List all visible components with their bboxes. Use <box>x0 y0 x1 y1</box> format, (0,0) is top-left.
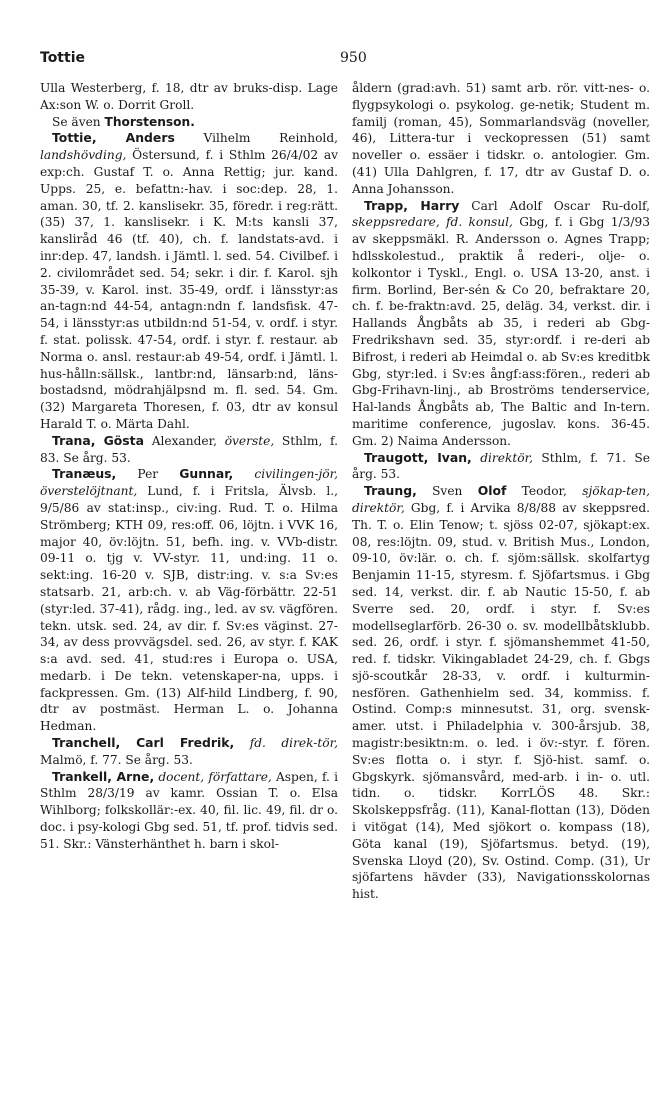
entry-tranaeus <box>40 466 338 735</box>
entry-names <box>234 736 250 750</box>
entry-tranchell <box>40 735 338 769</box>
entry-continuation <box>352 80 650 198</box>
entry-text: Se även <box>52 114 105 129</box>
entry-title: landshövding, <box>40 148 127 163</box>
running-head: Tottie <box>40 50 85 66</box>
entry-text: Malmö, f. 77. Se årg. 53. <box>40 752 193 767</box>
entry-title: fd. direk-tör, <box>249 736 339 751</box>
entry-see-also <box>40 114 338 131</box>
entry-continuation <box>40 80 338 114</box>
entry-headword: Trapp, Harry <box>364 197 460 213</box>
right-column <box>352 80 650 903</box>
entry-text: Aspen, f. i Sthlm 28/3/19 av kamr. Ossian T. o. Elsa Wihlborg; folkskollär:-ex. 40, fil. lic. 49, fil. dr o. doc. i psy-kologi Gbg sed. 51, tf. prof. tidvis sed. 51. Skr.: Vänsterhänthet h. barn i skol- <box>40 769 339 851</box>
entry-names <box>472 451 480 465</box>
entry-headword: Trankell, Arne, <box>52 768 155 784</box>
entry-title: sjökap-ten, direktör, <box>352 484 650 515</box>
entry-headword: Tranchell, Carl Fredrik, <box>52 735 235 751</box>
entry-text: åldern (grad:avh. 51) samt arb. rör. vitt-nes- o. flygpsykologi o. psykolog. ge-netik; Student m. familj (roman, 45), Sommarlandsväg (noveller, 46), Littera-tur i veckopressen (51) samt noveller o. essäer i tidskr. o. antologier. Gm. (41) Ulla Dahlgren, f. 17, dtr av Gustaf D. o. Anna Johansson. <box>352 81 650 196</box>
entry-text: Gbg, f. i Arvika 8/8/88 av skeppsred. Th. T. o. Elin Tenow; t. sjöss 02-07, sjökapt:ex. 08, res:löjtn. 09, stud. v. British Mus., London, 09-10, öv:lär. o. ch. f. sjöm:sällsk. skolfartyg Benjamin 11-15, styresm. f. Sjöfartsmus. i Gbg sed. 14, verkst. dir. f. ab Nautic 15-50, f. ab Sverre sed. 20, ordf. i styr. f. Sv:es modellseglarförb. 26-30 o. sv. modellbåtsklubb. sed. 26, ordf. i styr. f. sjömanshemmet 41-50, red. f. tidskr. Vikingabladet 24-29, ch. f. Gbgs sjö-scoutkår 28-33, v. ordf. i kulturmin-nesfören. Gathenhielm sed. 34, kommiss. f. Ostind. Comp:s minnesutst. 31, org. svensk-amer. utst. i Philadelphia v. 300-årsjub. 38, magistr:besiktn:m. o. led. i öv:-styr. f. fören. Sv:es flotta o. i styr. f. Sjö-hist. samf. o. Gbgskyrk. sjömansvård, med-arb. i in- o. utl. tidn. o. tidskr. KorrLÖS 48. Skr.: Skolskeppsfråg. (11), Kanal-flottan (13), Döden i vitögat (14), Med sjökort o. kompass (18), Göta kanal (19), Sjöfartsmus. betyd. (19), Svenska Lloyd (20), Sv. Ostind. Comp. (31), Ur sjöfartens hävder (33), Navigationsskolornas hist. <box>352 500 650 902</box>
entry-headword-given: Olof <box>477 483 507 499</box>
entry-headword: Traugott, Ivan, <box>364 449 472 465</box>
entry-names: Sven <box>416 484 478 499</box>
entry-headword-given: Gunnar, <box>179 466 234 482</box>
entry-title: direktör, <box>480 450 533 465</box>
entry-title: docent, författare, <box>158 769 272 784</box>
entry-trana <box>40 433 338 467</box>
entry-title: civilingen-jör, överstelöjtnant, <box>40 467 338 499</box>
entry-text: Lund, f. i Fritsla, Älvsb. l., 9/5/86 av stat:insp., civ:ing. Rud. T. o. Hilma Strömberg; KTH 09, res:off. 06, löjtn. i VVK 16, major 40, öv:löjtn. 51, befh. ing. v. VVb-distr. 09-11 o. tjg v. VV-styr. 11, und:ing. 11 o. sekt:ing. 16-20 v. SJB, distr:ing. v. s:a Sv:es statsarb. 21, arb:ch. v. ab Väg-förbättr. 22-51 (styr:led. 37-41), rådg. ing., led. av sv. vägfören. tekn. utsk. sed. 24, av dir. f. Sv:es väginst. 27-34, av dess provvägsdel. sed. 26, av styr. f. KAK s:a avd. sed. 41, stud:res i Europa o. USA, medarb. i De tekn. vetenskaper-na, upps. i fackpressen. Gm. (13) Alf-hild Lindberg, f. 90, dtr av postmäst. Herman L. o. Johanna Hedman. <box>40 484 338 734</box>
entry-trankell <box>40 769 338 853</box>
entry-text: Östersund, f. i Sthlm 26/4/02 av exp:ch. Gustaf T. o. Anna Rettig; jur. kand. Upps. 25, e. befattn:-hav. i soc:dep. 28, 1. aman. 30, tf. 2. kanslisekr. 35, föredr. i reg:rätt. (35) 37, 1. kanslisekr. i K. M:ts kansli 37, kanslіråd 46 (tf. 40), ch. f. landstats-avd. i inr:dep. 47, landsh. i Jämtl. l. sed. 54. Civilbef. i 2. civilområdet sed. 54; sekr. i dir. f. Karol. sjh 35-39, v. Karol. inst. 35-49, ordf. i länsstyr:as an-tagn:nd 44-54, antagn:ndn f. landsfisk. 47-54, i länsstyr:as utbildn:nd 51-54, v. ordf. i styr. f. stat. polissk. 47-54, ordf. i styr. f. restaur. ab Norma o. ansl. restaur:ab 49-54, ordf. i Jämtl. l. hus-hålln:sällsk., lantbr:nd, länsarb:nd, läns-bostadsnd, mödrahjälpsnd m. fl. sed. 54. Gm. (32) Margareta Thoresen, f. 03, dtr av konsul Harald T. o. Märta Dahl. <box>40 148 338 431</box>
entry-headword: Trana, Gösta <box>52 432 144 448</box>
entry-names: Carl Adolf Oscar Ru-dolf, <box>459 198 650 213</box>
entry-tottie <box>40 130 338 432</box>
entry-names: Alexander, <box>143 433 225 448</box>
entry-text: Sthlm, f. 83. Se årg. 53. <box>40 433 339 465</box>
entry-traung <box>352 483 650 903</box>
entry-headword: Traung, <box>364 483 417 499</box>
entry-title: skeppsredare, fd. konsul, <box>352 215 513 230</box>
page-header <box>40 50 640 74</box>
entry-text: Gbg, f. i Gbg 1/3/93 av skeppsmäkl. R. Andersson o. Agnes Trapp; hdlsskolestud., praktik å rederi-, olje- o. kolkontor i Tyskl., Engl. o. USA 13-20, anst. i firm. Borlind, Ber-sén & Co 20, befraktare 20, ch. f. be-fraktn:avd. 25, deläg. 34, verkst. dir. i Hallands Ångbåts ab 35, i rederi ab Gbg-Fredrikshavn sed. 35, styr:ordf. i re-deri ab Bifrost, i rederi ab Heimdal o. ab Sv:es kreditbk Gbg, styr:led. i Sv:es ångf:ass:fören., rederi ab Gbg-Frihavn-linj., ab Broströms tenderservice, Hal-lands Ångbåts ab, The Baltic and In-tern. maritime conference, jugoslav. kons. 36-45. Gm. 2) Naima Andersson. <box>352 215 650 448</box>
entry-names: Vilhelm Reinhold, <box>174 131 338 146</box>
cross-reference: Thorstenson. <box>104 114 195 129</box>
entry-names: Teodor, <box>506 484 583 499</box>
page-number: 950 <box>340 50 367 66</box>
entry-names: Per <box>116 467 180 482</box>
entry-headword: Tranæus, <box>52 466 117 482</box>
entry-traugott <box>352 450 650 484</box>
entry-text: Sthlm, f. 71. Se årg. 53. <box>352 450 650 482</box>
entry-headword: Tottie, Anders <box>52 130 175 146</box>
entry-trapp <box>352 198 650 450</box>
entry-title: överste, <box>224 433 275 448</box>
left-column <box>40 80 338 853</box>
entry-text: Ulla Westerberg, f. 18, dtr av bruks-disp. Lage Ax:son W. o. Dorrit Groll. <box>40 81 338 112</box>
